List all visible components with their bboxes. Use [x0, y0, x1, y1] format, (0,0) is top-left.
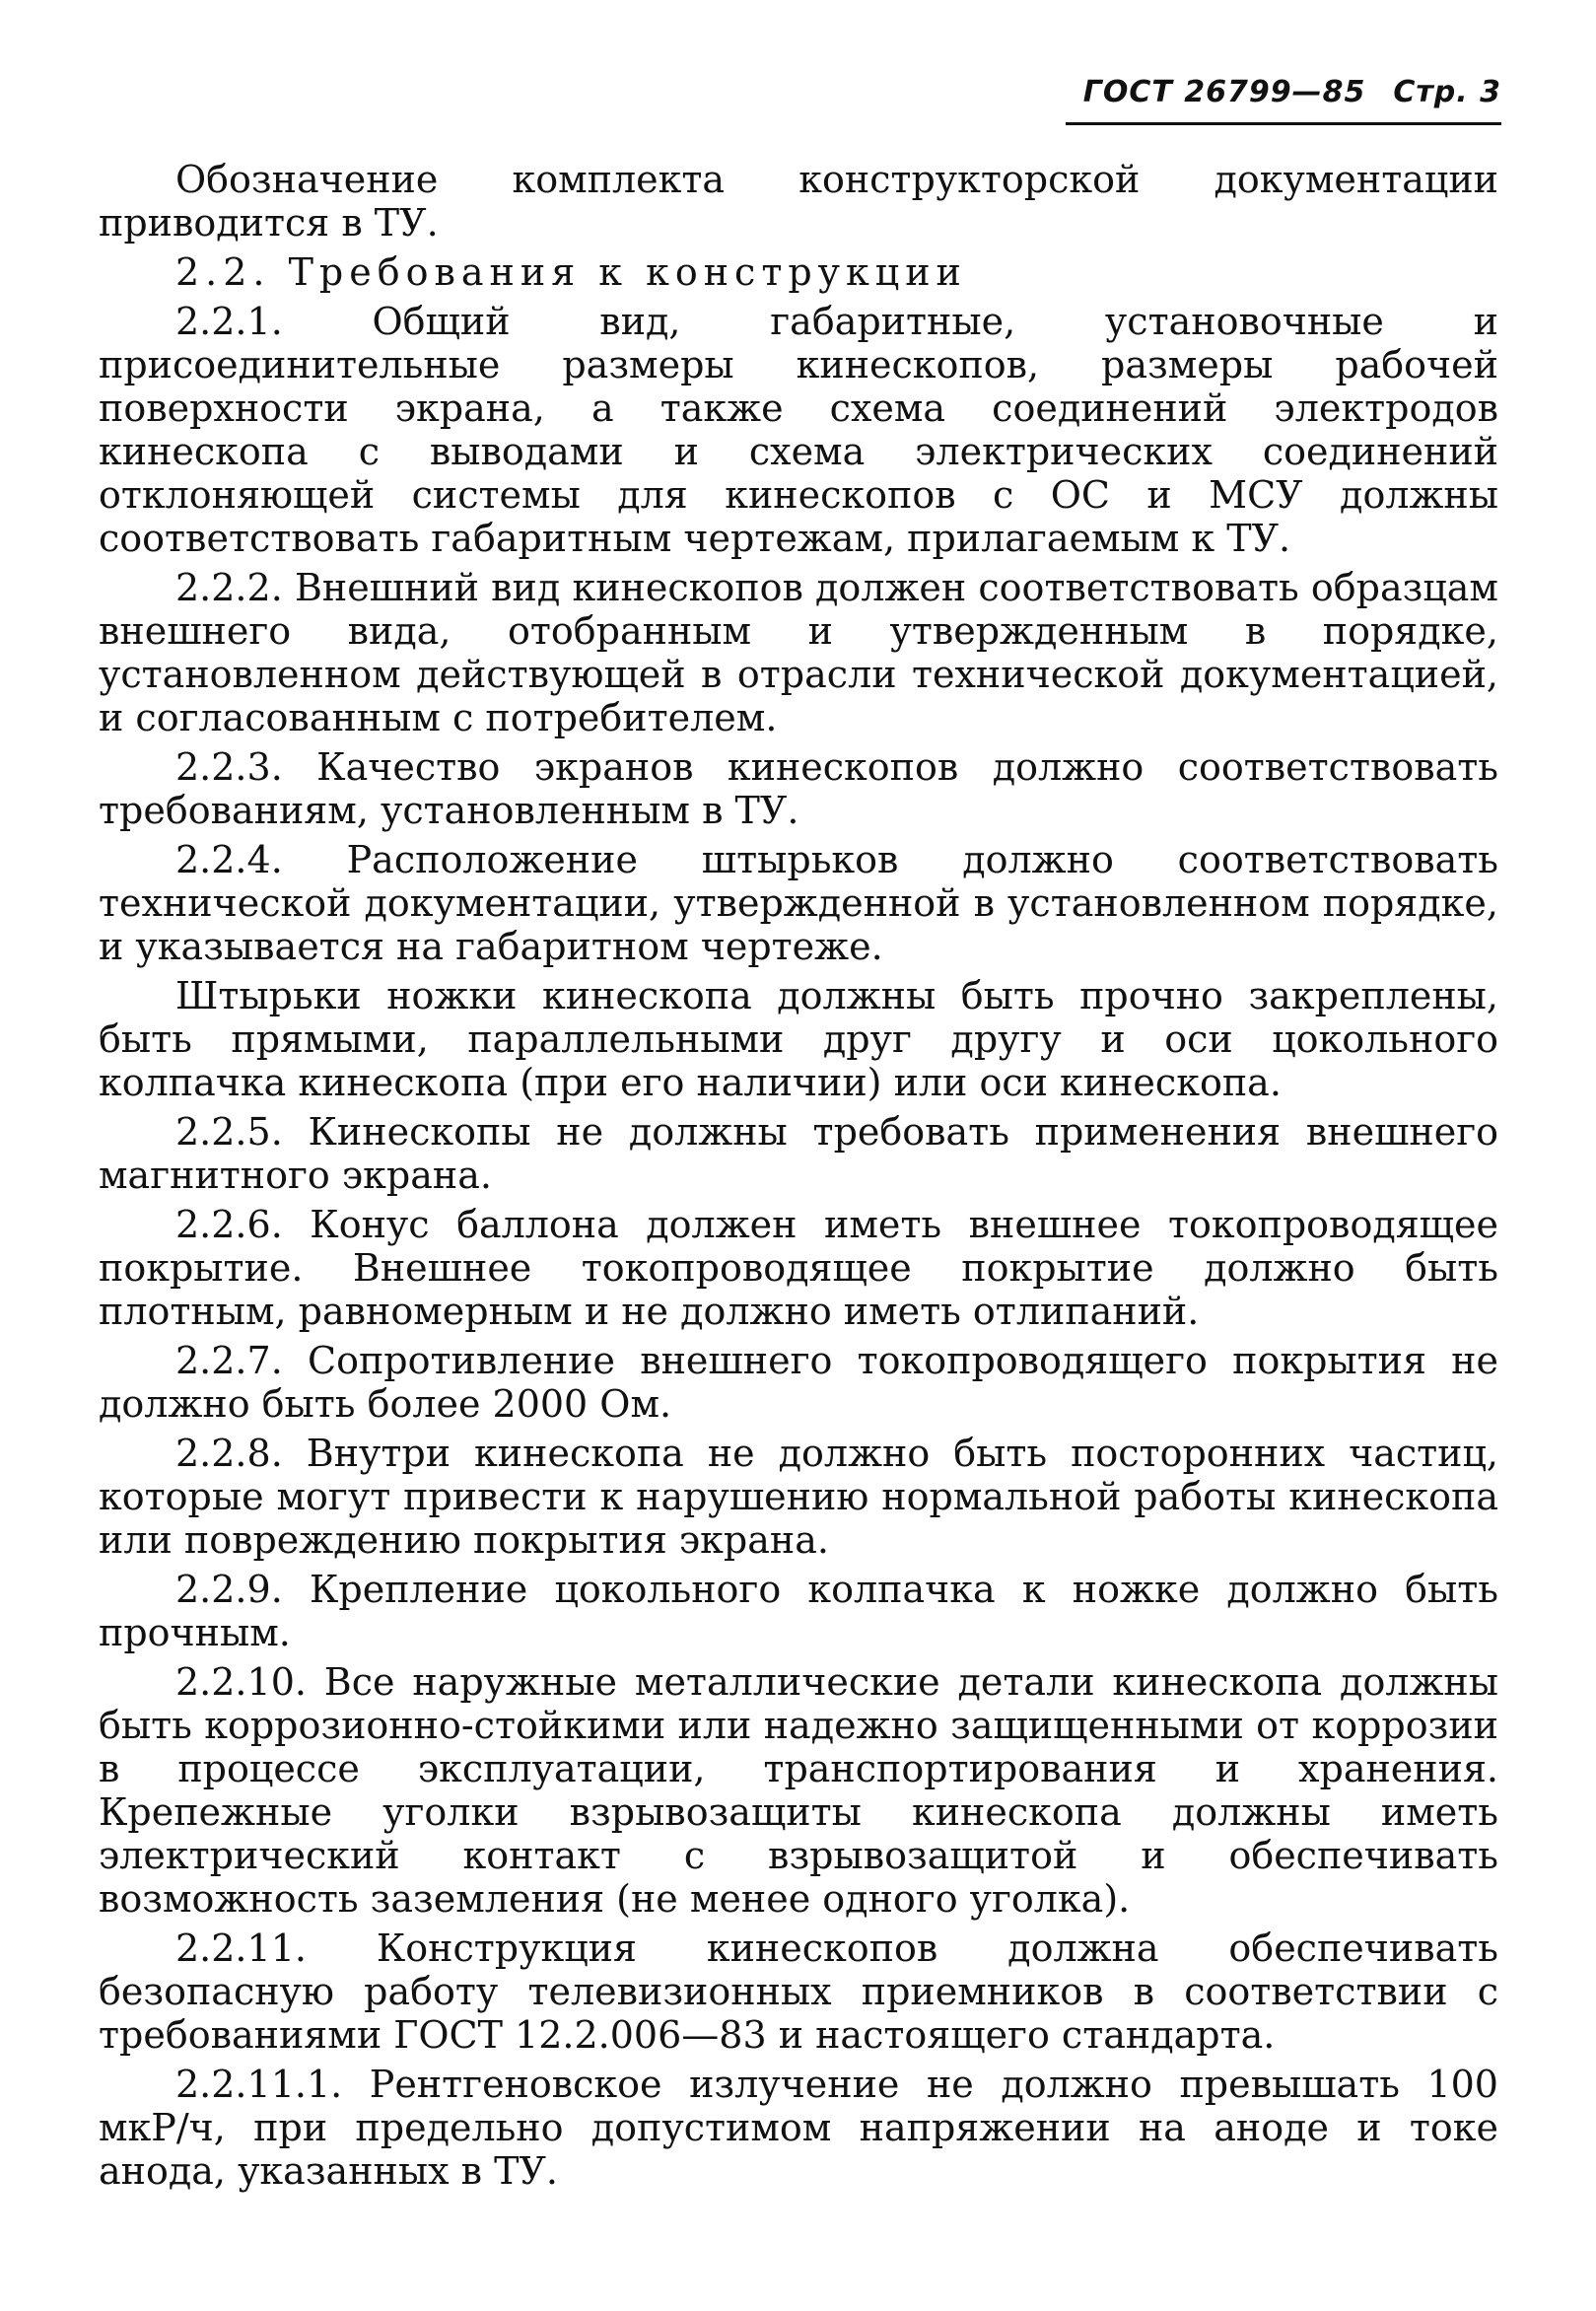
paragraph-2-2-4: 2.2.4. Расположение штырьков должно соответствовать технической документации, утвержденной в установленном порядке, и указывается на габаритном чертеже. [99, 838, 1498, 968]
paragraph-2-2-6: 2.2.6. Конус баллона должен иметь внешнее токопроводящее покрытие. Внешнее токопроводящее покрытие должно быть плотным, равномерным и не должно иметь отлипаний. [99, 1203, 1498, 1333]
paragraph-2-2-9: 2.2.9. Крепление цокольного колпачка к ножке должно быть прочным. [99, 1568, 1498, 1654]
page-number: Стр. 3 [1393, 75, 1501, 109]
paragraph-2-2-7: 2.2.7. Сопротивление внешнего токопроводящего покрытия не должно быть более 2000 Ом. [99, 1339, 1498, 1426]
document-body [99, 158, 1498, 2199]
page-header [1083, 75, 1501, 109]
paragraph-2-2-11-1: 2.2.11.1. Рентгеновское излучение не должно превышать 100 мкР/ч, при предельно допустимом напряжении на аноде и токе анода, указанных в ТУ. [99, 2063, 1498, 2193]
paragraph-pins: Штырьки ножки кинескопа должны быть прочно закреплены, быть прямыми, параллельными друг другу и оси цокольного колпачка кинескопа (при его наличии) или оси кинескопа. [99, 974, 1498, 1104]
paragraph-2-2-5: 2.2.5. Кинескопы не должны требовать применения внешнего магнитного экрана. [99, 1110, 1498, 1197]
paragraph-2-2-10: 2.2.10. Все наружные металлические детали кинескопа должны быть коррозионно-стойкими или надежно защищенными от коррозии в процессе эксплуатации, транспортирования и хранения. Крепежные уголки взрывозащиты кинескопа должны иметь электрический контакт с взрывозащитой и обеспечивать возможность заземления (не менее одного уголка). [99, 1660, 1498, 1921]
paragraph-2-2-1: 2.2.1. Общий вид, габаритные, установочные и присоединительные размеры кинескопов, размеры рабочей поверхности экрана, а также схема соединений электродов кинескопа с выводами и схема электрических соединений отклоняющей системы для кинескопов с ОС и МСУ должны соответствовать габаритным чертежам, прилагаемым к ТУ. [99, 300, 1498, 560]
header-rule [1066, 122, 1501, 125]
section-heading: 2.2. Требования к конструкции [175, 250, 967, 294]
paragraph-2-2-2: 2.2.2. Внешний вид кинескопов должен соответствовать образцам внешнего вида, отобранным и утвержденным в порядке, установленном действующей в отрасли технической документацией, и согласованным с потребителем. [99, 566, 1498, 739]
paragraph-2-2-3: 2.2.3. Качество экранов кинескопов должно соответствовать требованиям, установленным в ТУ. [99, 745, 1498, 832]
paragraph-2-2-8: 2.2.8. Внутри кинескопа не должно быть посторонних частиц, которые могут привести к нарушению нормальной работы кинескопа или повреждению покрытия экрана. [99, 1432, 1498, 1562]
standard-number: ГОСТ 26799—85 [1082, 75, 1366, 109]
paragraph-2-2-11: 2.2.11. Конструкция кинескопов должна обеспечивать безопасную работу телевизионных приемников в соответствии с требованиями ГОСТ 12.2.006—83 и настоящего стандарта. [99, 1926, 1498, 2057]
paragraph-intro: Обозначение комплекта конструкторской документации приводится в ТУ. [99, 158, 1498, 245]
